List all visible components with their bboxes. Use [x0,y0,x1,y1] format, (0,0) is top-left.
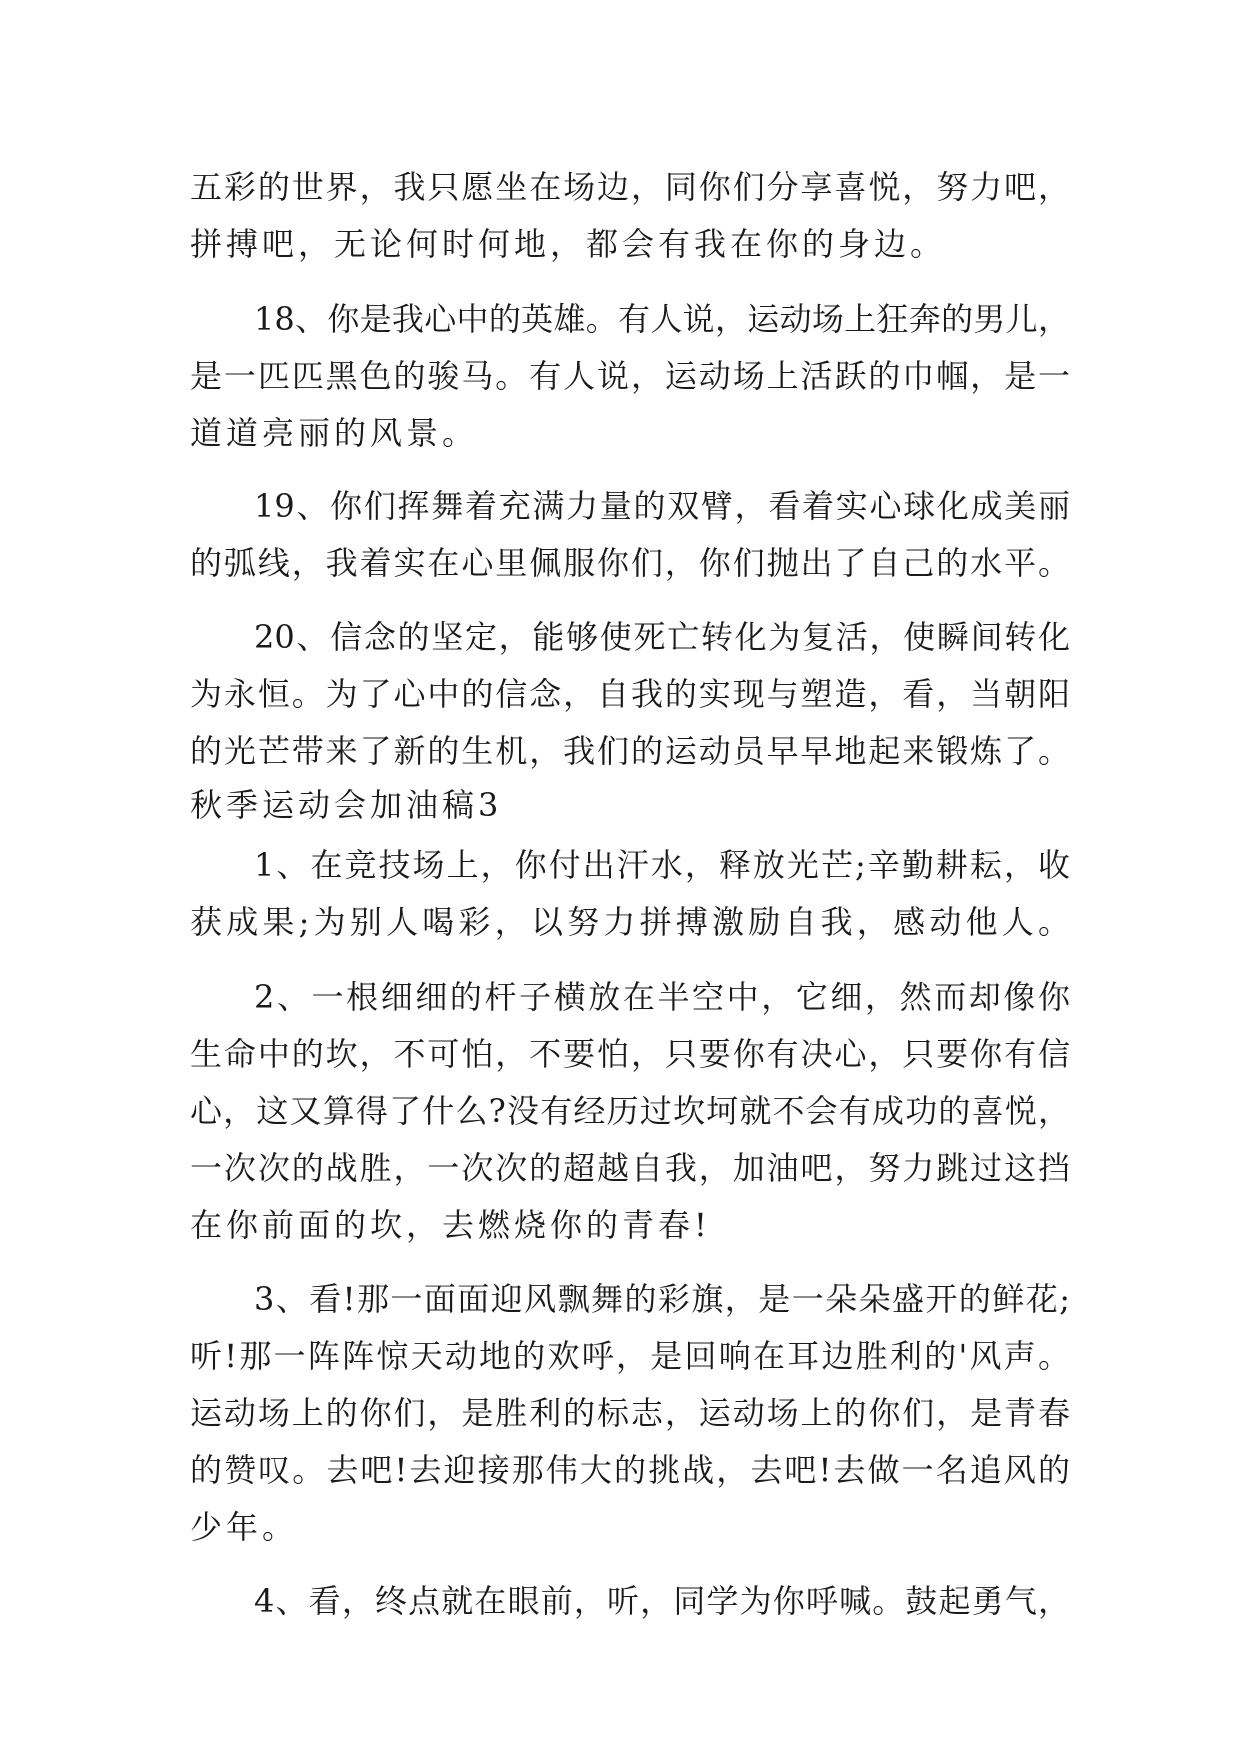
text-line: 19、你们挥舞着充满力量的双臂，看着实心球化成美丽 [254,487,1070,525]
text-line: 20、信念的坚定，能够使死亡转化为复活，使瞬间转化 [254,618,1070,656]
text-line: 是一匹匹黑色的骏马。有人说，运动场上活跃的巾帼，是一 [190,357,1070,395]
text-line: 拼搏吧，无论何时何地，都会有我在你的身边。 [190,225,947,263]
text-line: 4、看，终点就在眼前，听，同学为你呼喊。鼓起勇气， [254,1582,1070,1620]
text-line: 3、看!那一面面迎风飘舞的彩旗，是一朵朵盛开的鲜花; [254,1280,1070,1318]
text-line: 听!那一阵阵惊天动地的欢呼，是回响在耳边胜利的'风声。 [190,1337,1070,1375]
text-line: 2、一根细细的杆子横放在半空中，它细，然而却像你 [254,978,1070,1016]
text-line: 为永恒。为了心中的信念，自我的实现与塑造，看，当朝阳 [190,675,1070,713]
text-line: 心，这又算得了什么?没有经历过坎坷就不会有成功的喜悦， [190,1092,1070,1130]
text-line: 少年。 [190,1508,299,1546]
text-line: 在你前面的坎，去燃烧你的青春! [190,1206,711,1244]
text-line: 道道亮丽的风景。 [190,414,479,452]
section-heading: 秋季运动会加油稿3 [190,786,503,824]
text-line: 五彩的世界，我只愿坐在场边，同你们分享喜悦，努力吧， [190,168,1070,206]
text-line: 生命中的坎，不可怕，不要怕，只要你有决心，只要你有信 [190,1035,1070,1073]
text-line: 18、你是我心中的英雄。有人说，运动场上狂奔的男儿， [254,300,1070,338]
text-line: 1、在竞技场上，你付出汗水，释放光芒;辛勤耕耘，收 [254,846,1070,884]
text-line: 运动场上的你们，是胜利的标志，运动场上的你们，是青春 [190,1394,1070,1432]
text-line: 获成果;为别人喝彩，以努力拼搏激励自我，感动他人。 [190,903,1070,941]
text-line: 一次次的战胜，一次次的超越自我，加油吧，努力跳过这挡 [190,1149,1070,1187]
text-line: 的弧线，我着实在心里佩服你们，你们抛出了自己的水平。 [190,544,1070,582]
text-line: 的赞叹。去吧!去迎接那伟大的挑战，去吧!去做一名追风的 [190,1451,1070,1489]
text-line: 的光芒带来了新的生机，我们的运动员早早地起来锻炼了。 [190,732,1070,770]
